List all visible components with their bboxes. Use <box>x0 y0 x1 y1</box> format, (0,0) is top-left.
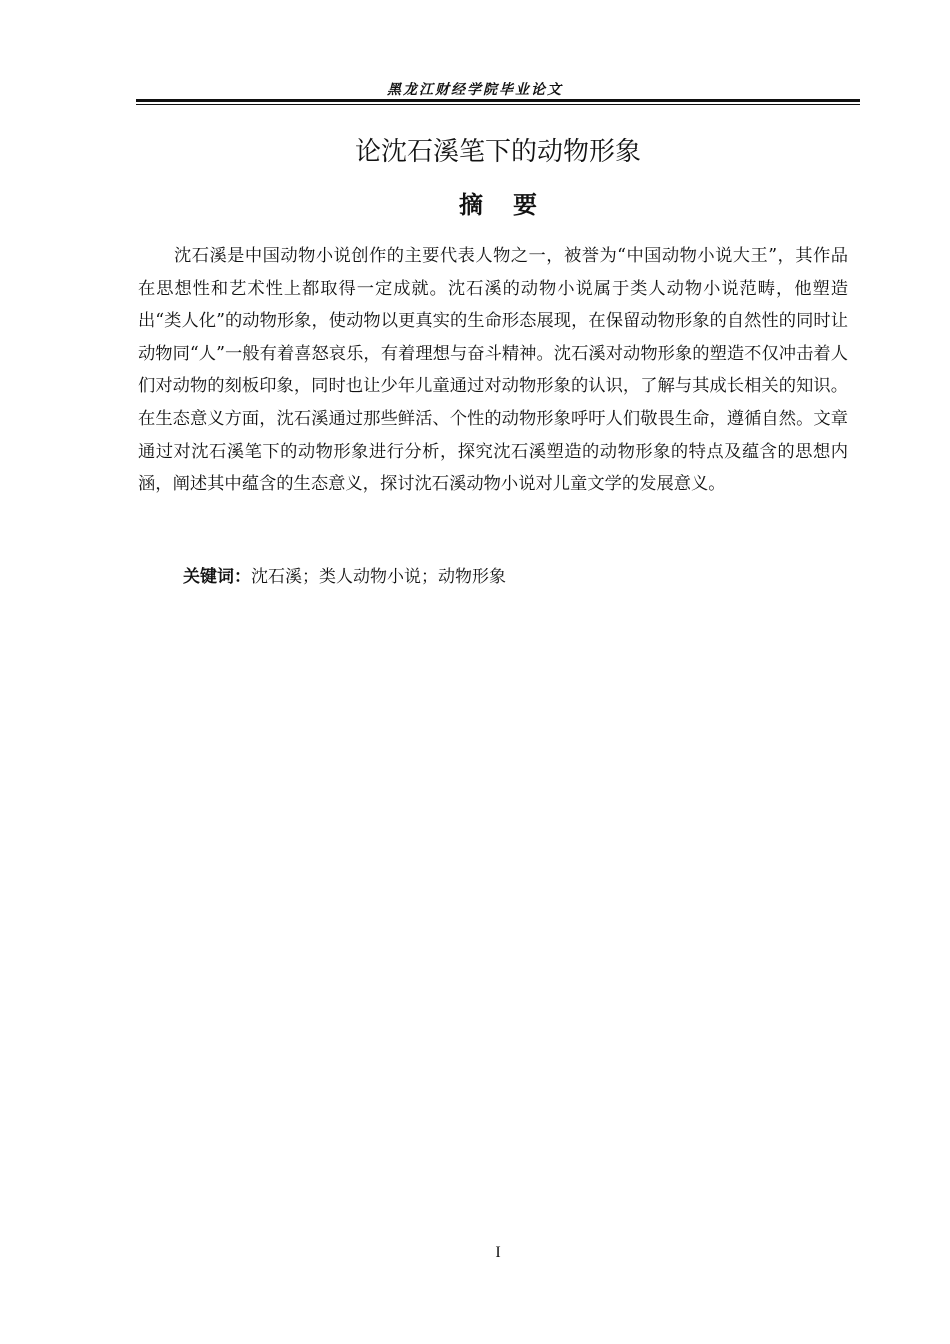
header-rule-thick <box>136 99 860 102</box>
running-header: 黑龙江财经学院毕业论文 <box>387 82 563 98</box>
document-title: 论沈石溪笔下的动物形象 <box>354 137 641 167</box>
keywords-label: 关键词： <box>183 567 251 587</box>
page-number: I <box>495 1244 501 1261</box>
abstract-heading: 摘要 <box>459 191 567 219</box>
keywords-value: 沈石溪；类人动物小说；动物形象 <box>251 567 506 587</box>
keywords-line <box>183 563 506 591</box>
header-rule-thin <box>136 104 860 105</box>
abstract-body: 沈石溪是中国动物小说创作的主要代表人物之一，被誉为“中国动物小说大王”，其作品在思想性和艺术性上都取得一定成就。沈石溪的动物小说属于类人动物小说范畴，他塑造出“类人化”的动物形象，使动物以更真实的生命形态展现，在保留动物形象的自然性的同时让动物同“人”一般有着喜怒哀乐，有着理想与奋斗精神。沈石溪对动物形象的塑造不仅冲击着人们对动物的刻板印象，同时也让少年儿童通过对动物形象的认识，了解与其成长相关的知识。在生态意义方面，沈石溪通过那些鲜活、个性的动物形象呼吁人们敬畏生命，遵循自然。文章通过对沈石溪笔下的动物形象进行分析，探究沈石溪塑造的动物形象的特点及蕴含的思想内涵，阐述其中蕴含的生态意义，探讨沈石溪动物小说对儿童文学的发展意义。 <box>138 246 848 495</box>
